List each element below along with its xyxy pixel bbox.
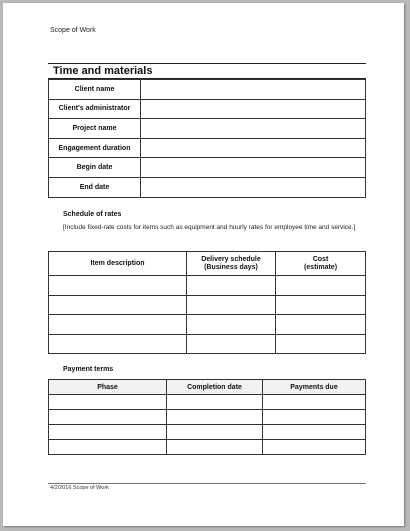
table-cell[interactable] <box>49 276 187 296</box>
table-cell[interactable] <box>263 395 366 410</box>
table-cell[interactable] <box>49 295 187 315</box>
table-row <box>49 177 366 197</box>
delivery-schedule-header <box>187 252 276 276</box>
table-cell[interactable] <box>167 440 263 455</box>
table-row <box>49 99 366 119</box>
begin-date-field[interactable] <box>141 158 366 178</box>
client-name-label: Client name <box>49 80 141 100</box>
table-cell[interactable] <box>167 410 263 425</box>
table-cell[interactable] <box>276 295 366 315</box>
table-row <box>49 158 366 178</box>
completion-date-header: Completion date <box>167 380 263 395</box>
table-cell[interactable] <box>263 440 366 455</box>
table-row <box>49 80 366 100</box>
client-name-field[interactable] <box>141 80 366 100</box>
table-cell[interactable] <box>49 440 167 455</box>
footer-rule <box>48 483 366 484</box>
engagement-duration-label: Engagement duration <box>49 138 141 158</box>
end-date-label: End date <box>49 177 141 197</box>
table-cell[interactable] <box>49 334 187 354</box>
title-rule-top <box>48 63 366 64</box>
table-row <box>49 276 366 296</box>
table-cell[interactable] <box>187 315 276 335</box>
table-row <box>49 425 366 440</box>
page-header: Scope of Work <box>50 27 96 34</box>
table-row <box>49 315 366 335</box>
client-info-table <box>48 79 366 198</box>
table-cell[interactable] <box>49 395 167 410</box>
schedule-of-rates-heading: Schedule of rates <box>63 211 122 218</box>
page-title: Time and materials <box>53 65 153 77</box>
table-cell[interactable] <box>49 410 167 425</box>
table-cell[interactable] <box>263 410 366 425</box>
table-cell[interactable] <box>187 295 276 315</box>
delivery-schedule-header-line1: Delivery schedule <box>201 255 261 263</box>
client-administrator-field[interactable] <box>141 99 366 119</box>
table-cell[interactable] <box>276 276 366 296</box>
table-row <box>49 395 366 410</box>
table-cell[interactable] <box>187 276 276 296</box>
table-cell[interactable] <box>167 425 263 440</box>
schedule-of-rates-table <box>48 251 366 354</box>
project-name-label: Project name <box>49 119 141 139</box>
payment-terms-heading: Payment terms <box>63 366 114 373</box>
table-row <box>49 440 366 455</box>
project-name-field[interactable] <box>141 119 366 139</box>
delivery-schedule-header-line2: (Business days) <box>204 263 258 271</box>
table-row <box>49 119 366 139</box>
payments-due-header: Payments due <box>263 380 366 395</box>
table-header-row <box>49 380 366 395</box>
phase-header: Phase <box>49 380 167 395</box>
document-page <box>3 3 404 526</box>
table-cell[interactable] <box>276 315 366 335</box>
table-cell[interactable] <box>167 395 263 410</box>
table-row <box>49 295 366 315</box>
page-footer: 4/2/2016 Scope of Work <box>50 485 109 491</box>
payment-terms-table <box>48 379 366 455</box>
client-administrator-label: Client's administrator <box>49 99 141 119</box>
engagement-duration-field[interactable] <box>141 138 366 158</box>
table-cell[interactable] <box>49 425 167 440</box>
item-description-header: Item description <box>49 252 187 276</box>
cost-header-line2: (estimate) <box>303 263 338 271</box>
cost-header-line1: Cost <box>312 255 329 263</box>
table-row <box>49 410 366 425</box>
end-date-field[interactable] <box>141 177 366 197</box>
begin-date-label: Begin date <box>49 158 141 178</box>
table-header-row <box>49 252 366 276</box>
cost-header <box>276 252 366 276</box>
table-row <box>49 138 366 158</box>
table-cell[interactable] <box>49 315 187 335</box>
table-row <box>49 334 366 354</box>
table-cell[interactable] <box>263 425 366 440</box>
table-cell[interactable] <box>276 334 366 354</box>
table-cell[interactable] <box>187 334 276 354</box>
schedule-note: [Include fixed-rate costs for items such as equipment and hourly rates for employee time and service.] <box>63 224 356 231</box>
